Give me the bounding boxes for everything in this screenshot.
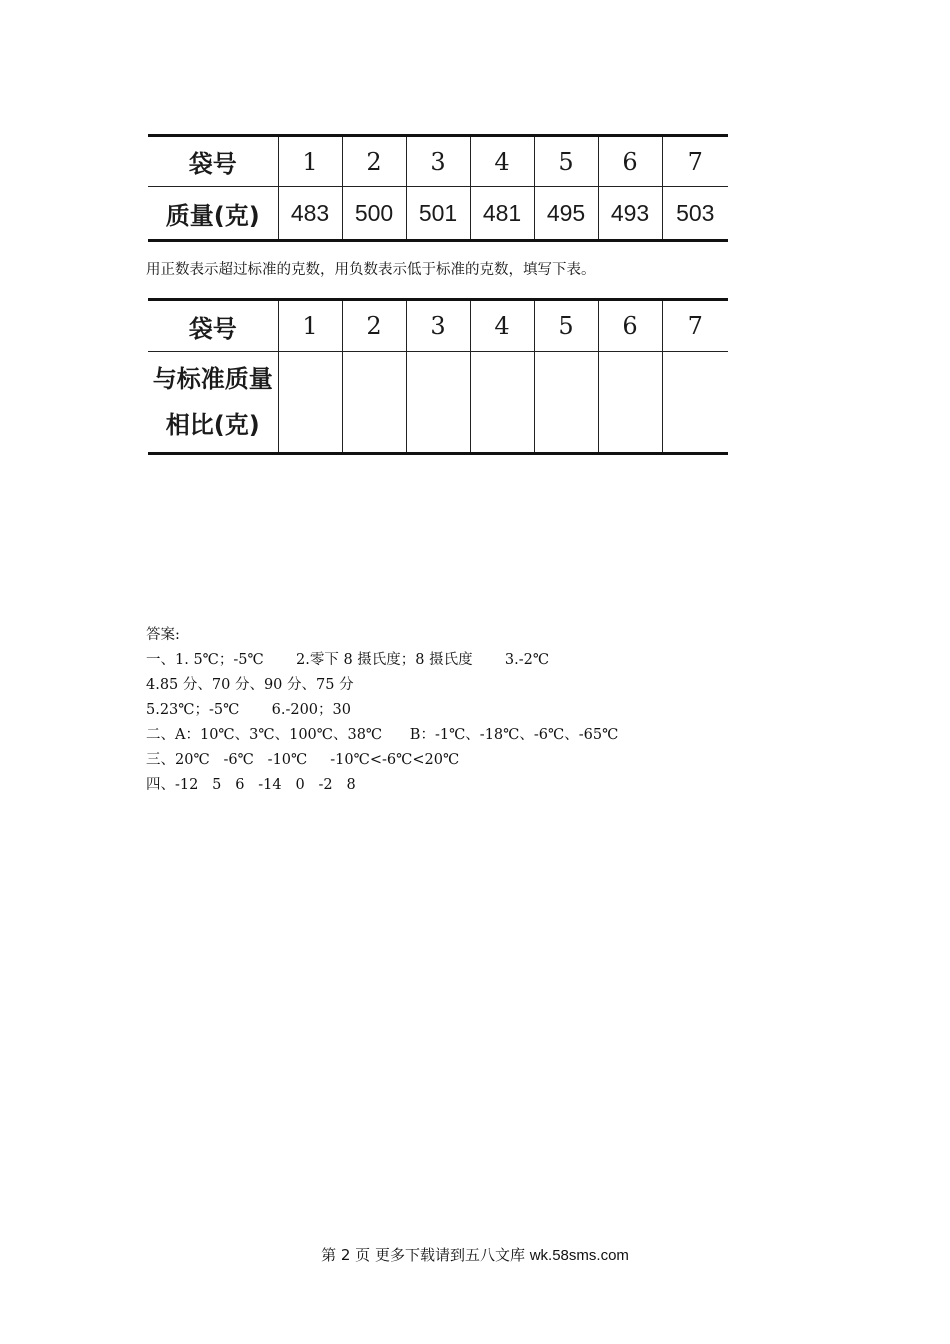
- answer-line: 一、1. 5℃；-5℃ 2.零下 8 摄氏度；8 摄氏度 3.-2℃: [146, 652, 550, 668]
- mass-row-label: 质量(克): [148, 187, 278, 241]
- table-row: [148, 352, 728, 454]
- difference-row-label: [148, 352, 278, 454]
- answer-section: [146, 623, 618, 798]
- bag-number-cell: 6: [598, 136, 662, 187]
- mass-cell: 495: [534, 187, 598, 241]
- bag-number-cell: 7: [662, 300, 728, 352]
- difference-row-label-line1: 与标准质量: [152, 365, 273, 393]
- mass-cell: 501: [406, 187, 470, 241]
- blank-answer-cell: [278, 352, 342, 454]
- answer-heading: 答案:: [146, 627, 180, 643]
- blank-answer-cell: [662, 352, 728, 454]
- bag-number-cell: 3: [406, 300, 470, 352]
- answer-line: 4.85 分、70 分、90 分、75 分: [146, 677, 354, 693]
- blank-answer-cell: [598, 352, 662, 454]
- mass-cell: 500: [342, 187, 406, 241]
- blank-answer-cell: [534, 352, 598, 454]
- bag-number-cell: 1: [278, 136, 342, 187]
- bag-number-cell: 7: [662, 136, 728, 187]
- footer-text: 第 2 页 更多下载请到五八文库: [321, 1246, 530, 1264]
- table-row: [148, 136, 728, 187]
- mass-cell: 503: [662, 187, 728, 241]
- mass-cell: 483: [278, 187, 342, 241]
- mass-cell: 493: [598, 187, 662, 241]
- answer-line: 二、A：10℃、3℃、100℃、38℃ B：-1℃、-18℃、-6℃、-65℃: [146, 727, 619, 743]
- bag-number-cell: 2: [342, 136, 406, 187]
- bag-mass-table: [148, 134, 728, 242]
- answer-line: 四、-12 5 6 -14 0 -2 8: [146, 777, 356, 793]
- answer-line: 5.23℃；-5℃ 6.-200；30: [146, 702, 351, 718]
- bag-number-header: 袋号: [148, 300, 278, 352]
- mass-cell: 481: [470, 187, 534, 241]
- bag-number-header: 袋号: [148, 136, 278, 187]
- bag-number-cell: 1: [278, 300, 342, 352]
- instruction-text: 用正数表示超过标准的克数，用负数表示低于标准的克数，填写下表。: [146, 262, 596, 278]
- page-footer: [0, 1244, 950, 1265]
- bag-number-cell: 6: [598, 300, 662, 352]
- bag-number-cell: 4: [470, 300, 534, 352]
- bag-number-cell: 2: [342, 300, 406, 352]
- answer-line: 三、20℃ -6℃ -10℃ -10℃<-6℃<20℃: [146, 752, 460, 768]
- footer-url: wk.58sms.com: [529, 1247, 629, 1264]
- mass-difference-table: [148, 298, 728, 455]
- difference-row-label-line2: 相比(克): [165, 411, 260, 439]
- blank-answer-cell: [342, 352, 406, 454]
- bag-number-cell: 5: [534, 300, 598, 352]
- blank-answer-cell: [470, 352, 534, 454]
- blank-answer-cell: [406, 352, 470, 454]
- bag-number-cell: 5: [534, 136, 598, 187]
- table-row: [148, 187, 728, 241]
- bag-number-cell: 3: [406, 136, 470, 187]
- table-row: [148, 300, 728, 352]
- bag-number-cell: 4: [470, 136, 534, 187]
